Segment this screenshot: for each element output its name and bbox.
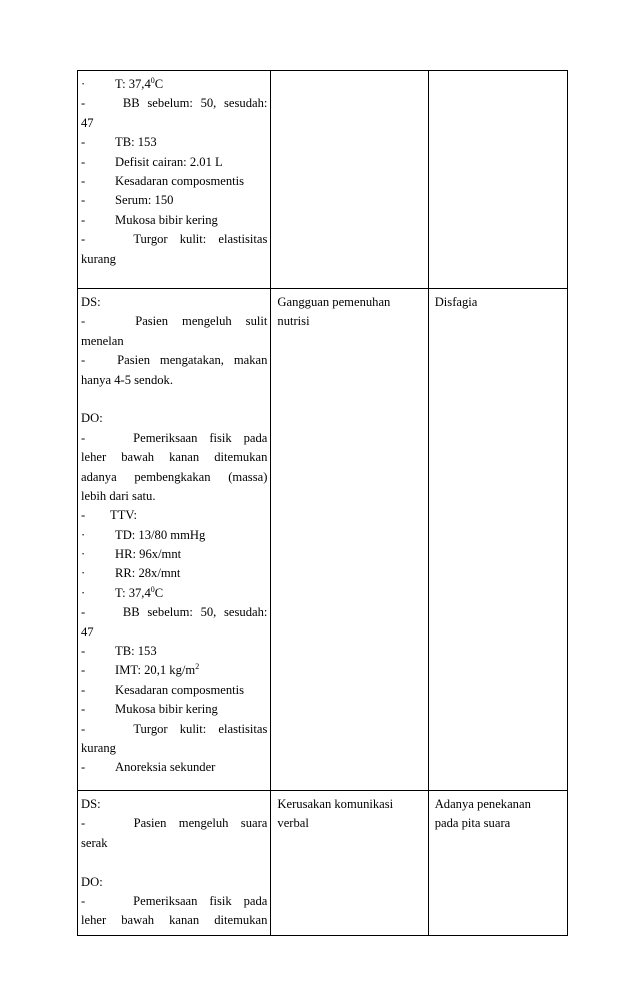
- diagnosis-text: nutrisi: [277, 314, 310, 329]
- diagnosis-cell: [271, 71, 428, 289]
- section-label-ds: DS:: [81, 797, 101, 811]
- list-item-cont: adanya pembengkakan (massa): [81, 469, 268, 484]
- etiology-cell: [428, 289, 567, 791]
- diagnosis-cell: [271, 791, 428, 936]
- list-item-cont: kurang: [81, 740, 116, 755]
- list-item-cont: kurang: [81, 251, 116, 266]
- list-item-cont: lebih dari satu.: [81, 488, 156, 503]
- list-item: - Serum: 150: [81, 193, 174, 208]
- list-item: - Turgor kulit: elastisitas: [81, 721, 268, 736]
- table-row: [78, 289, 568, 791]
- etiology-text: Disfagia: [434, 295, 478, 309]
- etiology-text: pada pita suara: [434, 816, 511, 831]
- list-item: - TB: 153: [81, 644, 157, 659]
- diagnosis-text: Kerusakan komunikasi: [277, 797, 394, 811]
- list-item: - Kesadaran composmentis: [81, 173, 245, 188]
- section-label-do: DO:: [81, 411, 103, 426]
- list-item-cont: serak: [81, 835, 108, 850]
- etiology-cell: [428, 791, 567, 936]
- list-item: · T: 37,4$^0$C: [81, 584, 164, 600]
- section-label-do: DO:: [81, 874, 103, 889]
- list-item: - Pemeriksaan fisik pada: [81, 893, 268, 908]
- data-cell: [78, 71, 271, 289]
- list-item: - Defisit cairan: 2.01 L: [81, 154, 223, 169]
- list-item: - Mukosa bibir kering: [81, 212, 218, 227]
- list-item-cont: leher bawah kanan ditemukan: [81, 913, 268, 928]
- list-item: - Pasien mengatakan, makan: [81, 353, 268, 368]
- list-item: - Anoreksia sekunder: [81, 760, 216, 775]
- list-item-cont: leher bawah kanan ditemukan: [81, 450, 268, 465]
- list-item-cont: 47: [81, 624, 94, 639]
- list-item: - Turgor kulit: elastisitas: [81, 232, 268, 247]
- diagnosis-text: Gangguan pemenuhan: [277, 295, 391, 309]
- list-item: - TTV:: [81, 508, 138, 523]
- diagnosis-text: verbal: [277, 816, 309, 831]
- table-row: [78, 791, 568, 936]
- data-cell: [78, 289, 271, 791]
- nursing-diagnosis-table: [77, 70, 568, 936]
- list-item: - IMT: 20,1 $kg/m^2$: [81, 662, 200, 678]
- list-item-cont: menelan: [81, 333, 124, 348]
- data-cell: [78, 791, 271, 936]
- list-item-cont: hanya 4-5 sendok.: [81, 372, 173, 387]
- table-row: [78, 71, 568, 289]
- list-item: - Mukosa bibir kering: [81, 702, 218, 717]
- list-item: - Pasien mengeluh suara: [81, 816, 268, 831]
- diagnosis-cell: [271, 289, 428, 791]
- list-item: · TD: 13/80 mmHg: [81, 527, 206, 542]
- etiology-text: Adanya penekanan: [434, 797, 531, 811]
- list-item: - Pasien mengeluh sulit: [81, 314, 268, 329]
- section-label-ds: DS:: [81, 295, 101, 309]
- list-item: - BB sebelum: 50, sesudah:: [81, 605, 268, 620]
- etiology-cell: [428, 71, 567, 289]
- list-item: · RR: 28x/mnt: [81, 566, 181, 581]
- list-item: - BB sebelum: 50, sesudah:: [81, 96, 268, 111]
- list-item: - Pemeriksaan fisik pada: [81, 430, 268, 445]
- list-item: · HR: 96x/mnt: [81, 547, 182, 562]
- list-item: · T: 37,4$^0$C: [81, 76, 164, 91]
- list-item: - TB: 153: [81, 135, 157, 150]
- list-item: - Kesadaran composmentis: [81, 682, 245, 697]
- list-item-cont: 47: [81, 115, 94, 130]
